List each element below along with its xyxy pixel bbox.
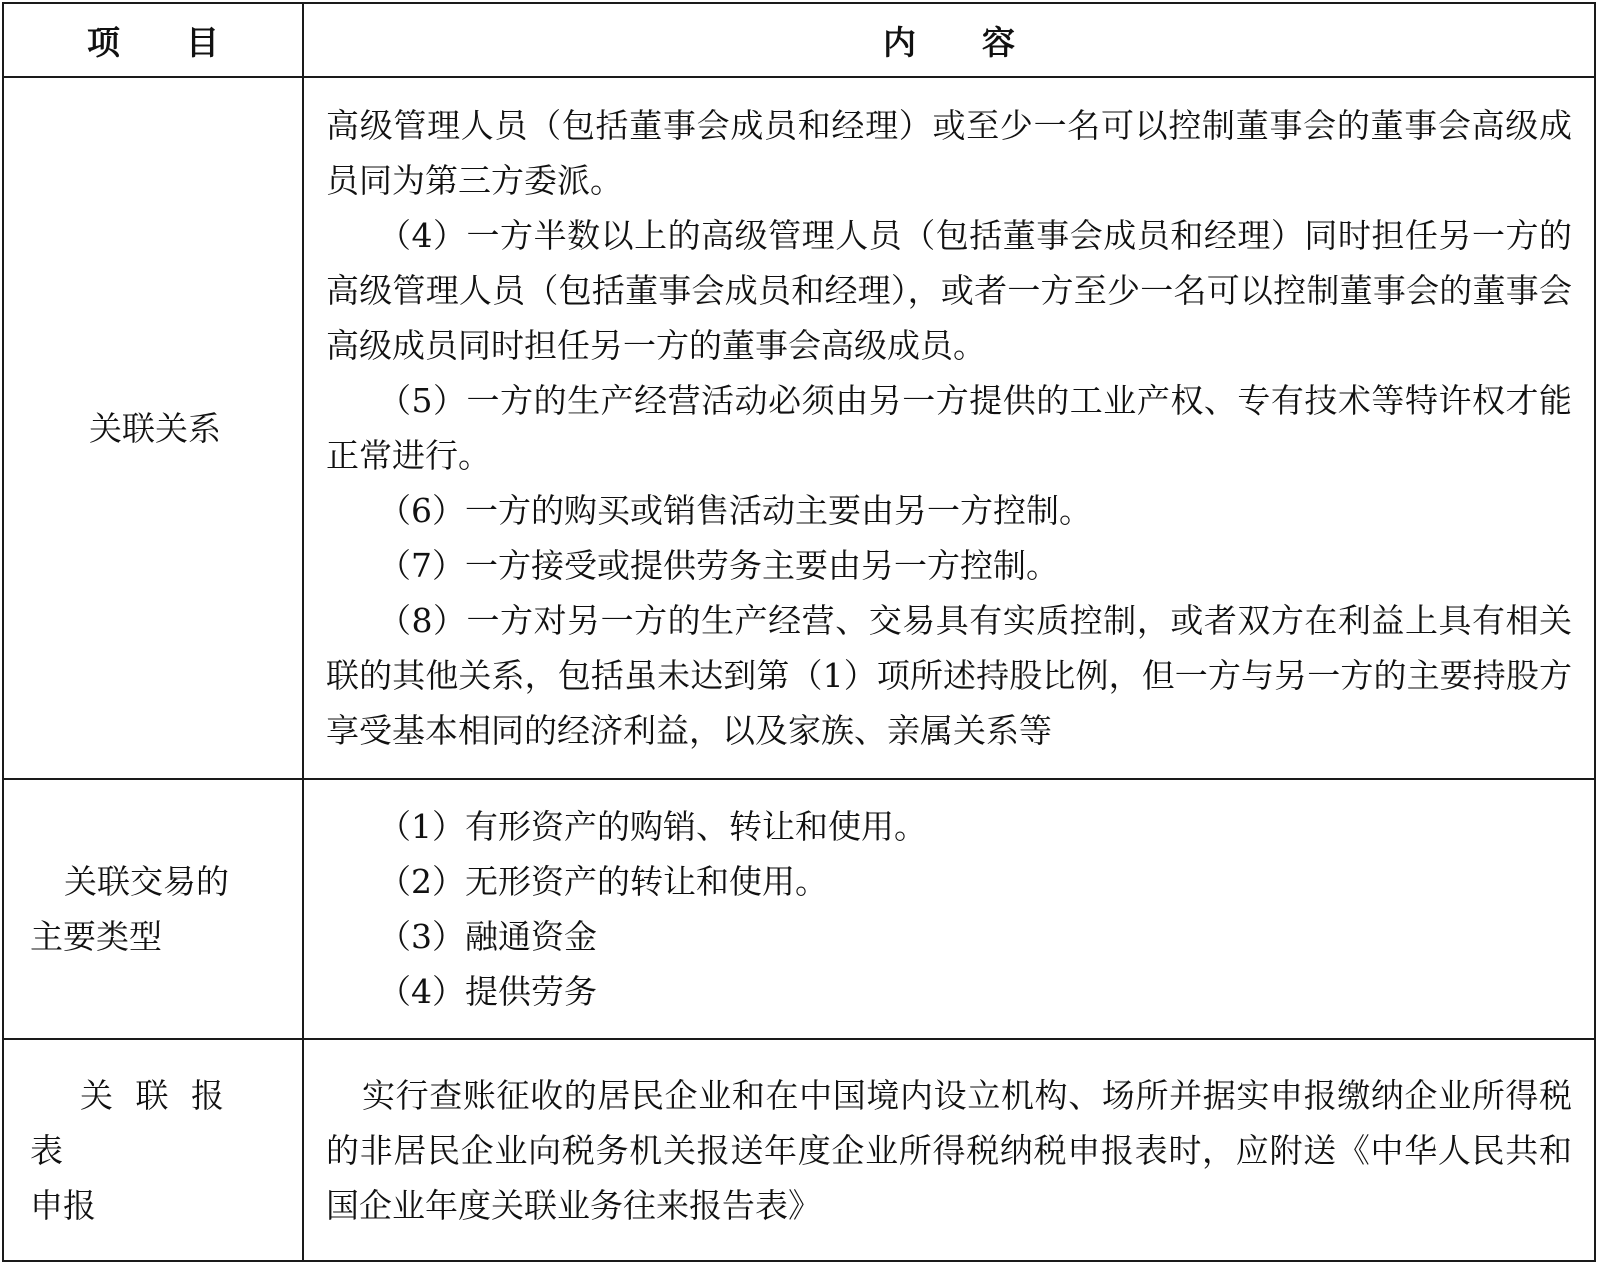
row-label-text: 关 联 报 表 (30, 1075, 230, 1170)
row-label-line: 申报 (30, 1185, 96, 1225)
row-label-line (30, 854, 280, 909)
list-item: （2）无形资产的转让和使用。 (378, 862, 828, 901)
row-label-text: 关联交易的 (64, 862, 229, 901)
row-content-relationship (303, 77, 1595, 779)
document-table (2, 2, 1596, 1262)
row-content-transaction-types (303, 779, 1595, 1039)
table-header-row (3, 3, 1595, 77)
row-label-relationship (3, 77, 303, 779)
content-paragraph: （8）一方对另一方的生产经营、交易具有实质控制，或者双方在利益上具有相关联的其他关系，包括虽未达到第（1）项所述持股比例，但一方与另一方的主要持股方享受基本相同的经济利益，以及家族、亲属关系等 (326, 601, 1572, 750)
list-item: （3）融通资金 (378, 917, 597, 956)
list-item: （4）提供劳务 (378, 972, 597, 1011)
content-paragraph: （4）一方半数以上的高级管理人员（包括董事会成员和经理）同时担任另一方的高级管理人员（包括董事会成员和经理），或者一方至少一名可以控制董事会的董事会高级成员同时担任另一方的董事会高级成员。 (326, 216, 1572, 365)
row-label-transaction-types (3, 779, 303, 1039)
content-paragraph: 高级管理人员（包括董事会成员和经理）或至少一名可以控制董事会的董事会高级成员同为第三方委派。 (326, 106, 1572, 200)
row-label-line (30, 1068, 280, 1178)
table-row-relationship (3, 77, 1595, 779)
content-paragraph: 实行查账征收的居民企业和在中国境内设立机构、场所并据实申报缴纳企业所得税的非居民企业向税务机关报送年度企业所得税纳税申报表时，应附送《中华人民共和国企业年度关联业务往来报告表》 (326, 1075, 1572, 1225)
row-label-text: 关联关系 (89, 408, 221, 448)
row-label-line: 主要类型 (30, 917, 162, 956)
row-label-report-filing (3, 1039, 303, 1261)
header-content: 内 容 (303, 3, 1595, 77)
content-paragraph: （7）一方接受或提供劳务主要由另一方控制。 (378, 546, 1059, 585)
content-paragraph: （6）一方的购买或销售活动主要由另一方控制。 (378, 491, 1092, 530)
row-content-report-filing (303, 1039, 1595, 1261)
header-item: 项 目 (3, 3, 303, 77)
table-row-report-filing (3, 1039, 1595, 1261)
content-paragraph: （5）一方的生产经营活动必须由另一方提供的工业产权、专有技术等特许权才能正常进行。 (326, 381, 1572, 475)
list-item: （1）有形资产的购销、转让和使用。 (378, 807, 927, 846)
table-row-transaction-types (3, 779, 1595, 1039)
